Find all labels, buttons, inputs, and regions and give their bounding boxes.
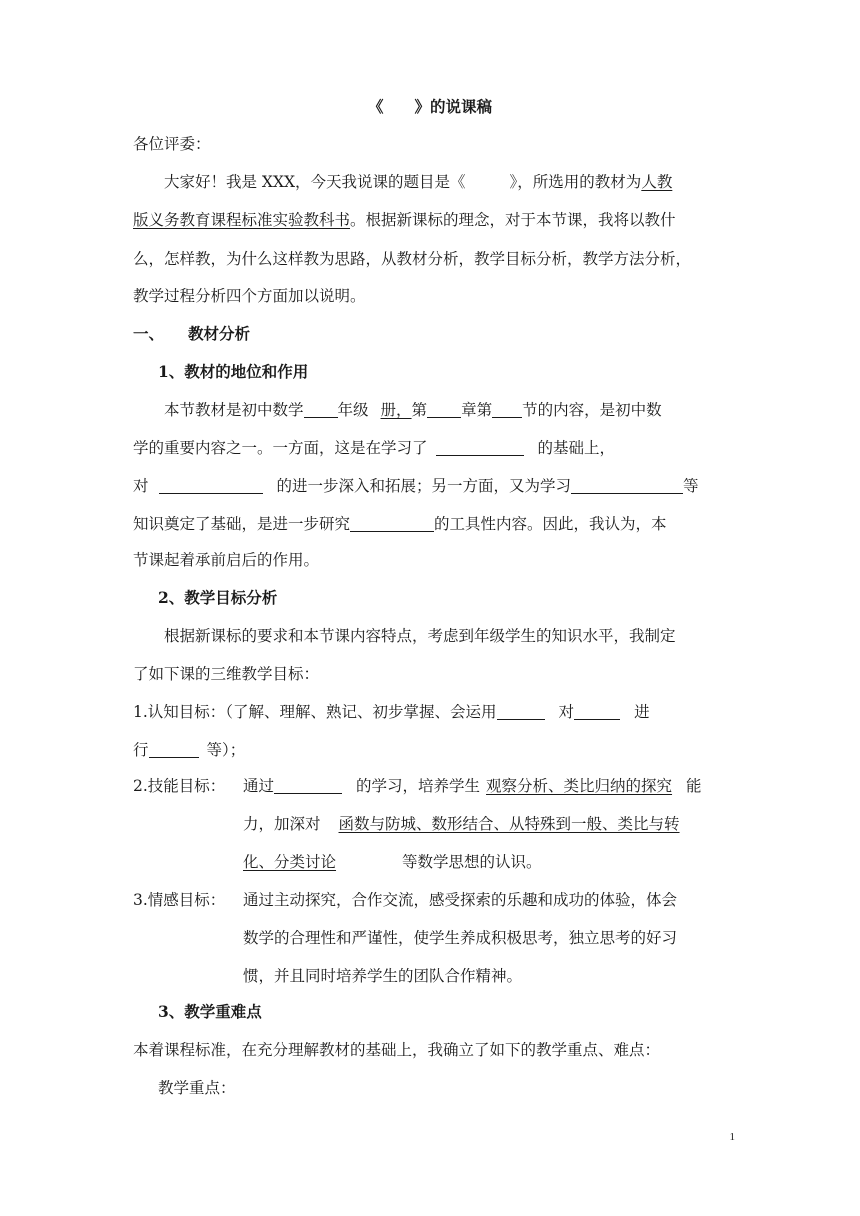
text: 册， (380, 401, 412, 419)
fill-blank (274, 777, 342, 794)
text: 行 (133, 741, 149, 759)
paragraph-line: 了如下课的三维教学目标： (133, 665, 320, 683)
text: 等数学思想的认识。 (402, 853, 542, 871)
goal-cognitive-cont (133, 740, 733, 760)
section-heading (133, 324, 733, 344)
fill-blank (571, 477, 683, 494)
fill-blank (492, 401, 522, 418)
goal-emotion-label: 3.情感目标： (133, 891, 226, 909)
goal-emotion-cont: 惯，并且同时培养学生的团队合作精神。 (243, 967, 523, 985)
subsection-heading: 2、教学目标分析 (158, 588, 278, 607)
goal-cognitive (133, 702, 733, 722)
fill-blank (497, 703, 545, 720)
fill-blank (159, 477, 263, 494)
text: 等）； (206, 741, 246, 759)
paragraph-line: 根据新课标的要求和本节课内容特点，考虑到年级学生的知识水平，我制定 (164, 627, 676, 645)
underlined-text (243, 853, 390, 871)
text: 对 (558, 703, 575, 721)
underlined-text (321, 815, 680, 833)
section-number: 一、 (133, 324, 165, 343)
paragraph-line (133, 514, 733, 534)
intro-line-3: 么，怎样教，为什么这样教为思路，从教材分析，教学目标分析，教学方法分析， (133, 250, 692, 268)
paragraph-line (133, 476, 733, 496)
text: 1.认知目标：（了解、理解、熟记、初步掌握、会运用 (133, 703, 497, 721)
section-title: 教材分析 (188, 324, 251, 343)
text: 知识奠定了基础，是进一步研究 (133, 515, 351, 533)
text: 章第 (461, 401, 493, 419)
intro-text: 》，所选用的教材为 (509, 173, 642, 191)
goal-emotion: 通过主动探究，合作交流，感受探索的乐趣和成功的体验，体会 (243, 891, 678, 909)
underlined-text: 观察分析、类比归纳的探究 (486, 777, 673, 795)
text: 的工具性内容。因此，我认为，本 (434, 515, 667, 533)
fill-blank (574, 703, 620, 720)
fill-blank (350, 515, 434, 532)
fill-blank (149, 741, 199, 758)
paragraph-line: 本着课程标准，在充分理解教材的基础上，我确立了如下的教学重点、难点： (133, 1041, 661, 1059)
intro-text: 大家好！我是 XXX，今天我说课的题目是《 (164, 173, 466, 191)
fill-blank (427, 401, 461, 418)
textbook-name: 版义务教育课程标准实验教科书 (133, 211, 351, 229)
document-title: 《 》的说课稿 (367, 97, 492, 116)
text: 年级 (337, 401, 369, 419)
textbook-name: 人教 (641, 173, 673, 191)
goal-emotion-cont: 数学的合理性和严谨性，使学生养成积极思考，独立思考的好习 (243, 929, 678, 947)
goal-skill-cont (243, 814, 733, 834)
paragraph-line: 节课起着承前启后的作用。 (133, 551, 320, 569)
underlined-text (369, 401, 412, 419)
fill-blank (304, 401, 338, 418)
text: 的学习，培养学生 (356, 777, 481, 795)
text: 的进一步深入和拓展；另一方面，又为学习 (276, 477, 572, 495)
goal-skill-label: 2.技能目标： (133, 777, 226, 795)
text: 节的内容，是初中数 (522, 401, 662, 419)
goal-skill (243, 776, 733, 796)
greeting: 各位评委： (133, 135, 211, 153)
text: 的基础上， (537, 439, 616, 457)
text: 函数与防城、数形结合、从特殊到一般、类比与转 (338, 815, 680, 833)
intro-line-1 (164, 172, 734, 192)
fill-blank (436, 439, 524, 456)
text: 第 (411, 401, 428, 419)
intro-line-2 (133, 210, 733, 230)
text: 等 (683, 477, 699, 495)
paragraph-line (133, 438, 733, 458)
text: 力，加深对 (243, 815, 321, 833)
text: 能 (686, 777, 702, 795)
text: 本节教材是初中数学 (164, 401, 304, 419)
paragraph-line (164, 400, 734, 420)
text: 通过 (243, 777, 275, 795)
page-number: 1 (729, 1131, 735, 1143)
text: 对 (133, 477, 149, 495)
intro-text: 。根据新课标的理念，对于本节课，我将以教什 (350, 211, 676, 229)
text: 化、分类讨论 (243, 853, 337, 871)
intro-line-4: 教学过程分析四个方面加以说明。 (133, 287, 366, 305)
subsection-heading: 3、教学重难点 (158, 1002, 262, 1021)
goal-skill-cont (243, 852, 733, 872)
text: 进 (634, 703, 650, 721)
text: 学的重要内容之一。一方面，这是在学习了 (133, 439, 428, 457)
subsection-heading: 1、教材的地位和作用 (158, 362, 309, 381)
paragraph-line: 教学重点： (158, 1079, 236, 1097)
